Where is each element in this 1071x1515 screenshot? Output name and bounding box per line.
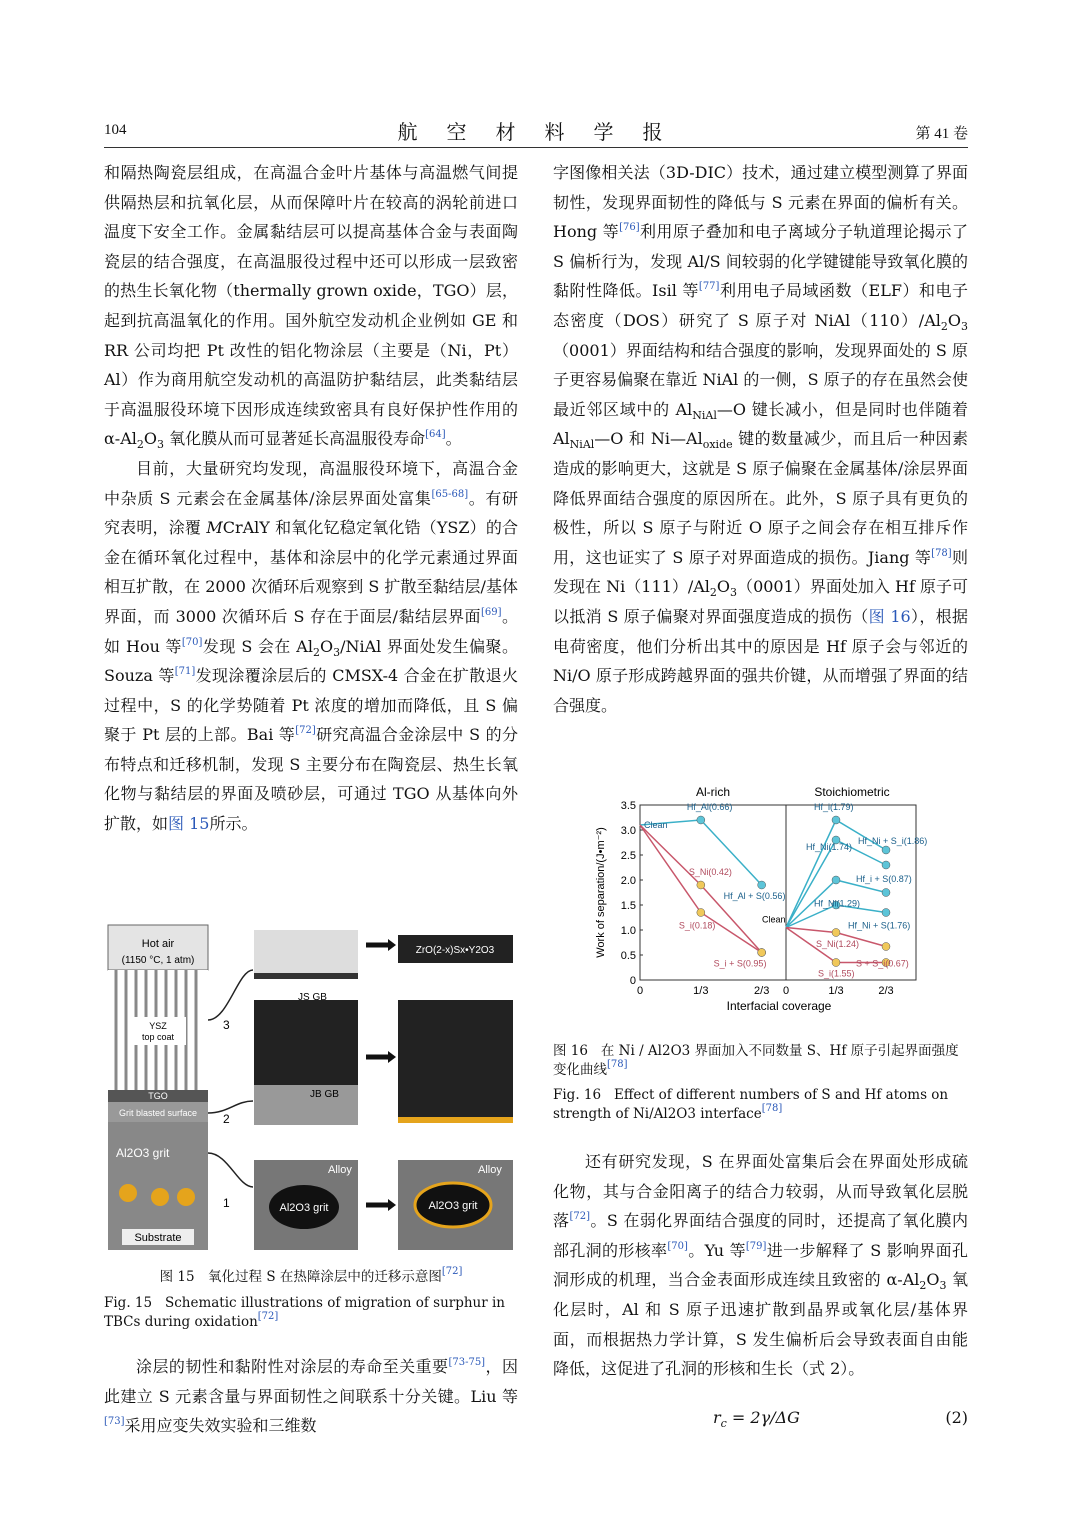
y-tick-label: 3.5 <box>620 800 636 812</box>
figure-15-caption-en: Fig. 15 Schematic illustrations of migration of surphur in TBCs during oxidation[72] <box>104 1295 506 1330</box>
svg-text:2: 2 <box>223 1112 230 1126</box>
paragraph: 涂层的韧性和黏附性对涂层的寿命至关重要[73-75]，因此建立 S 元素含量与界面韧性之间联系十分关键。Liu 等[73]采用应变失效实验和三维数 <box>104 1357 518 1436</box>
fig16-link[interactable]: 图 16 <box>868 606 911 626</box>
hot-air-label: Hot air <box>141 938 175 950</box>
data-point <box>882 846 890 854</box>
data-point <box>697 816 705 824</box>
x-tick-label: 0 <box>636 985 644 997</box>
svg-text:Alloy: Alloy <box>478 1164 502 1176</box>
annotation: S_Ni(1.24) <box>816 939 860 949</box>
svg-text:JS GB: JS GB <box>298 992 327 1003</box>
annotation: Hf_i + S(0.87) <box>856 874 912 884</box>
annotation: S_i(0.18) <box>678 920 716 931</box>
data-point <box>758 881 766 889</box>
figure-16-chart <box>588 780 928 1035</box>
ysz-columns <box>108 970 208 1090</box>
data-point <box>832 929 840 937</box>
right-column-bottom <box>553 1147 968 1384</box>
data-point <box>832 816 840 824</box>
svg-text:ZrO(2-x)Sx•Y2O3: ZrO(2-x)Sx•Y2O3 <box>415 945 495 956</box>
left-column-bottom <box>104 1352 518 1441</box>
data-point <box>882 889 890 897</box>
x-tick-label: 0 <box>782 985 790 997</box>
x-tick-label: 1/3 <box>693 985 709 997</box>
annotation: Hf_Al + S(0.56) <box>723 891 786 901</box>
svg-text:top coat: top coat <box>141 1032 175 1042</box>
annotation: Hf_Ni + S(1.76) <box>848 920 911 931</box>
x-tick-label: 1/3 <box>828 985 844 997</box>
svg-text:YSZ: YSZ <box>149 1021 167 1031</box>
figure-16-caption-cn: 图 16 在 Ni / Al2O3 界面加入不同数量 S、Hf 原子引起界面强度变化曲线[78] <box>553 1043 959 1078</box>
data-point <box>697 909 705 917</box>
annotation: Clean <box>762 914 786 925</box>
paragraph: 字图像相关法（3D-DIC）技术，通过建立模型测算了界面韧性，发现界面韧性的降低与 S 元素在界面的偏析有关。Hong 等[76]利用原子叠加和电子离域分子轨道理论揭示了 S 偏析行为，发现 Al/S 间较弱的化学键键能导致氧化膜的黏附性降低。Isil 等[77]利用电子局域函数（ELF）和电子态密度（DOS）研究了 S 原子对 $NiAl(110)/Al_2O_3(0001)$界面结构和结合强度的影响，发现界面处的 S 原子更容易偏聚在靠近 NiAl 的一侧，S 原子的存在虽然会使最近邻区域中的 $Al_{NiAl}—O$ 键长减小，但是同时也伴随着 $Al_{NiAl}—O$ 和 $Ni—Al_{oxide}$ 键的数量减少，而且后一种因素造成的影响更大，这就是 S 原子偏聚在金属基体/涂层界面降低界面结合强度的原因所在。此外，S 原子具有更负的极性，所以 S 原子与附近 O 原子之间会存在相互排斥作用，这也证实了 S 原子对界面造成的损伤。Jiang 等[78]则发现在 $Ni(111)/Al_2O_3(0001)$界面处加入 Hf 原子可以抵消 S 原子偏聚对界面强度造成的损伤（图 16），根据电荷密度，他们分析出其中的原因是 Hf 原子会与邻近的 Ni/O 原子形成跨越界面的强共价键，从而增强了界面的结合强度。 <box>553 163 968 715</box>
panel-title: Stoichiometric <box>814 785 890 799</box>
annotation: Hf_Ni(1.29) <box>814 898 861 909</box>
header-rule <box>104 147 968 148</box>
y-tick-label: 0.5 <box>620 950 636 962</box>
page-number: 104 <box>104 122 127 138</box>
annotation: Hf_i(1.79) <box>814 802 854 812</box>
data-point <box>882 909 890 917</box>
right-column <box>553 158 968 720</box>
svg-text:Al2O3 grit: Al2O3 grit <box>116 1146 170 1160</box>
svg-text:Al2O3 grit: Al2O3 grit <box>428 1200 478 1212</box>
data-point <box>882 943 890 951</box>
y-tick-label: 1.0 <box>620 925 636 937</box>
figure-15-caption-cn: 图 15 氧化过程 S 在热障涂层中的迁移示意图[72] <box>159 1266 463 1285</box>
annotation: S + S_i(0.67) <box>856 958 909 969</box>
equation-number: (2) <box>945 1408 968 1427</box>
svg-text:3: 3 <box>223 1018 230 1032</box>
paragraph: 还有研究发现，S 在界面处富集后会在界面处形成硫化物，其与合金阳离子的结合力较弱，从而导致氧化层脱落[72]。S 在弱化界面结合强度的同时，还提高了氧化膜内部孔洞的形核率[70]。Yu 等[79]进一步解释了 S 影响界面孔洞形成的机理，当合金表面形成连续且致密的 $\alpha-Al_2O_3$ 氧化层时，Al 和 S 原子迅速扩散到晶界或氧化层/基体界面，而根据热力学计算，S 发生偏析后会导致表面自由能降低，这促进了孔洞的形核和生长（式 2）。 <box>553 1152 968 1379</box>
panel-title: Al-rich <box>695 785 731 799</box>
data-point <box>697 881 705 889</box>
annotation: Hf_Ni(1.74) <box>806 842 853 852</box>
svg-text:1: 1 <box>223 1196 230 1210</box>
svg-text:Alloy: Alloy <box>328 1164 352 1176</box>
svg-text:(1150 °C, 1 atm): (1150 °C, 1 atm) <box>121 955 195 966</box>
paragraph: 目前，大量研究均发现，高温服役环境下，高温合金中杂质 S 元素会在金属基体/涂层界面处富集[65-68]。有研究表明，涂覆 MCrAlY 和氧化钇稳定氧化锆（YSZ）的合金在循环氧化过程中，基体和涂层中的化学元素通过界面相互扩散，在 2000 次循环后观察到 S 扩散至黏结层/基体界面，而 3000 次循环后 S 存在于面层/黏结层界面[69]。如 Hou 等[70]发现 S 会在 $Al_2O_3$/NiAl 界面处发生偏聚。Souza 等[71]发现涂覆涂层后的 CMSX-4 合金在扩散退火过程中，S 的化学势随着 Pt 浓度的增加而降低，且 S 偏聚于 Pt 层的上部。Bai 等[72]研究高温合金涂层中 S 的分布特点和迁移机制，发现 S 主要分布在陶瓷层、热生长氧化物与黏结层的界面及喷砂层，可通过 TGO 从基体向外扩散，如图 15所示。 <box>104 458 518 834</box>
page-header <box>104 116 968 144</box>
left-column <box>104 158 518 839</box>
svg-text:Substrate: Substrate <box>134 1232 182 1244</box>
figure-16-caption-en: Fig. 16 Effect of different numbers of S and Hf atoms on strength of Ni/Al2O3 interface[78] <box>553 1087 949 1122</box>
paragraph: 和隔热陶瓷层组成，在高温合金叶片基体与高温燃气间提供隔热层和抗氧化层，从而保障叶片在较高的涡轮前进口温度下安全工作。金属黏结层可以提高基体合金与表面陶瓷层的结合强度，在高温服役过程中还可以形成一层致密的热生长氧化物（thermally grown oxide，TGO）层，起到抗高温氧化的作用。国外航空发动机企业例如 GE 和 RR 公司均把 Pt 改性的铝化物涂层（主要是（Ni，Pt）Al）作为商用航空发动机的高温防护黏结层，此类黏结层于高温服役环境下因形成连续致密具有良好保护性作用的 $\alpha-Al_2O_3$ 氧化膜从而可显著延长高温服役寿命[64]。 <box>104 163 518 452</box>
annotation: S_i(1.55) <box>818 968 855 979</box>
data-point <box>758 949 766 957</box>
svg-text:Grit blasted surface: Grit blasted surface <box>118 1108 198 1118</box>
y-tick-label: 2.0 <box>620 875 636 887</box>
annotation: Clean <box>644 820 668 830</box>
data-point <box>882 861 890 869</box>
fig15-link[interactable]: 图 15 <box>168 814 210 834</box>
y-tick-label: 1.5 <box>620 900 636 912</box>
data-point <box>832 876 840 884</box>
y-tick-label: 0 <box>629 975 636 987</box>
y-tick-label: 2.5 <box>620 850 636 862</box>
journal-title: 航 空 材 料 学 报 <box>397 122 675 144</box>
x-tick-label: 2/3 <box>878 985 894 997</box>
annotation: Hf_Al(0.66) <box>686 802 733 812</box>
svg-text:TGO: TGO <box>148 1091 168 1101</box>
svg-text:Al2O3 grit: Al2O3 grit <box>279 1202 329 1214</box>
svg-text:JB GB: JB GB <box>310 1089 339 1100</box>
volume-label: 第 41 卷 <box>915 126 968 142</box>
annotation: S_i + S(0.95) <box>713 958 767 969</box>
annotation: S_Ni(0.42) <box>688 867 732 877</box>
svg-text:S2-: S2- <box>438 1129 454 1140</box>
y-tick-label: 3.0 <box>620 825 636 837</box>
figure-15-schematic <box>108 925 514 1255</box>
data-point <box>832 959 840 967</box>
x-axis-label: Interfacial coverage <box>726 999 832 1013</box>
y-axis-label: Work of separation/(J•m⁻²) <box>595 827 607 958</box>
x-tick-label: 2/3 <box>754 985 770 997</box>
annotation: Hf_Ni + S_i(1.86) <box>858 836 928 846</box>
